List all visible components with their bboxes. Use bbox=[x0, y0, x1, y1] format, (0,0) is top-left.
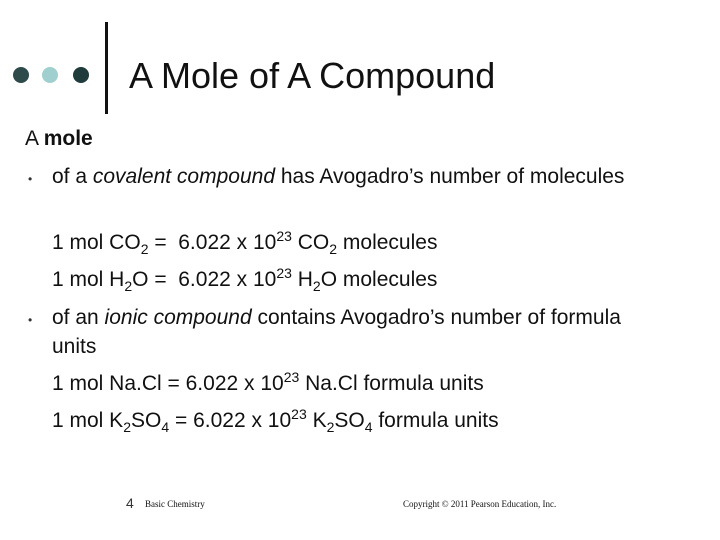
decorative-dot-icon bbox=[13, 67, 29, 83]
subscript: 2 bbox=[124, 278, 133, 294]
eq-part: = 6.022 x 10 bbox=[169, 409, 292, 432]
text: of an bbox=[52, 306, 105, 329]
equation-nacl bbox=[52, 370, 484, 398]
subscript: 4 bbox=[161, 419, 170, 435]
equation-k2so4 bbox=[52, 407, 499, 435]
bullet-text-covalent bbox=[52, 162, 662, 191]
subscript: 2 bbox=[312, 278, 321, 294]
page-number: 4 bbox=[126, 495, 134, 511]
text: contains Avogadro’s number of formula units bbox=[52, 306, 621, 358]
italic-term: ionic compound bbox=[104, 306, 252, 329]
slide-title: A Mole of A Compound bbox=[129, 55, 496, 96]
exponent: 23 bbox=[276, 265, 292, 281]
exponent: 23 bbox=[276, 228, 292, 244]
eq-part: H bbox=[291, 268, 313, 291]
decorative-dot-icon bbox=[73, 67, 89, 83]
eq-part: O molecules bbox=[320, 268, 438, 291]
eq-part: SO bbox=[334, 409, 365, 432]
subscript: 4 bbox=[364, 419, 373, 435]
subscript: 2 bbox=[123, 419, 131, 435]
bullet-icon: • bbox=[28, 172, 33, 186]
text: has Avogadro’s number of molecules bbox=[275, 165, 625, 188]
heading-prefix: A bbox=[25, 127, 44, 150]
eq-part: SO bbox=[131, 409, 162, 432]
text: of a bbox=[52, 165, 93, 188]
section-heading bbox=[25, 125, 93, 153]
subscript: 2 bbox=[140, 241, 149, 257]
heading-bold: mole bbox=[43, 127, 93, 150]
bullet-text-ionic bbox=[52, 303, 662, 361]
eq-part: 1 mol H bbox=[52, 268, 125, 291]
eq-part: K bbox=[306, 409, 327, 432]
eq-part: 1 mol K bbox=[52, 409, 124, 432]
equation-co2 bbox=[52, 229, 437, 257]
italic-term: covalent compound bbox=[92, 165, 275, 188]
eq-part: 1 mol Na.Cl = 6.022 x 10 bbox=[52, 372, 284, 395]
exponent: 23 bbox=[291, 406, 307, 422]
bullet-icon: • bbox=[28, 313, 33, 327]
eq-part: molecules bbox=[337, 231, 438, 254]
eq-part: formula units bbox=[372, 409, 499, 432]
subscript: 2 bbox=[326, 419, 335, 435]
title-divider bbox=[105, 22, 108, 114]
footer-course: Basic Chemistry bbox=[145, 499, 205, 509]
subscript: 2 bbox=[329, 241, 338, 257]
eq-part: = 6.022 x 10 bbox=[148, 231, 277, 254]
footer-copyright: Copyright © 2011 Pearson Education, Inc. bbox=[403, 499, 557, 509]
eq-part: O = 6.022 x 10 bbox=[132, 268, 277, 291]
eq-part: Na.Cl formula units bbox=[299, 372, 484, 395]
decorative-dot-icon bbox=[42, 67, 58, 83]
exponent: 23 bbox=[283, 369, 300, 385]
eq-part: 1 mol CO bbox=[52, 231, 141, 254]
eq-part: CO bbox=[291, 231, 330, 254]
equation-h2o bbox=[52, 266, 437, 294]
